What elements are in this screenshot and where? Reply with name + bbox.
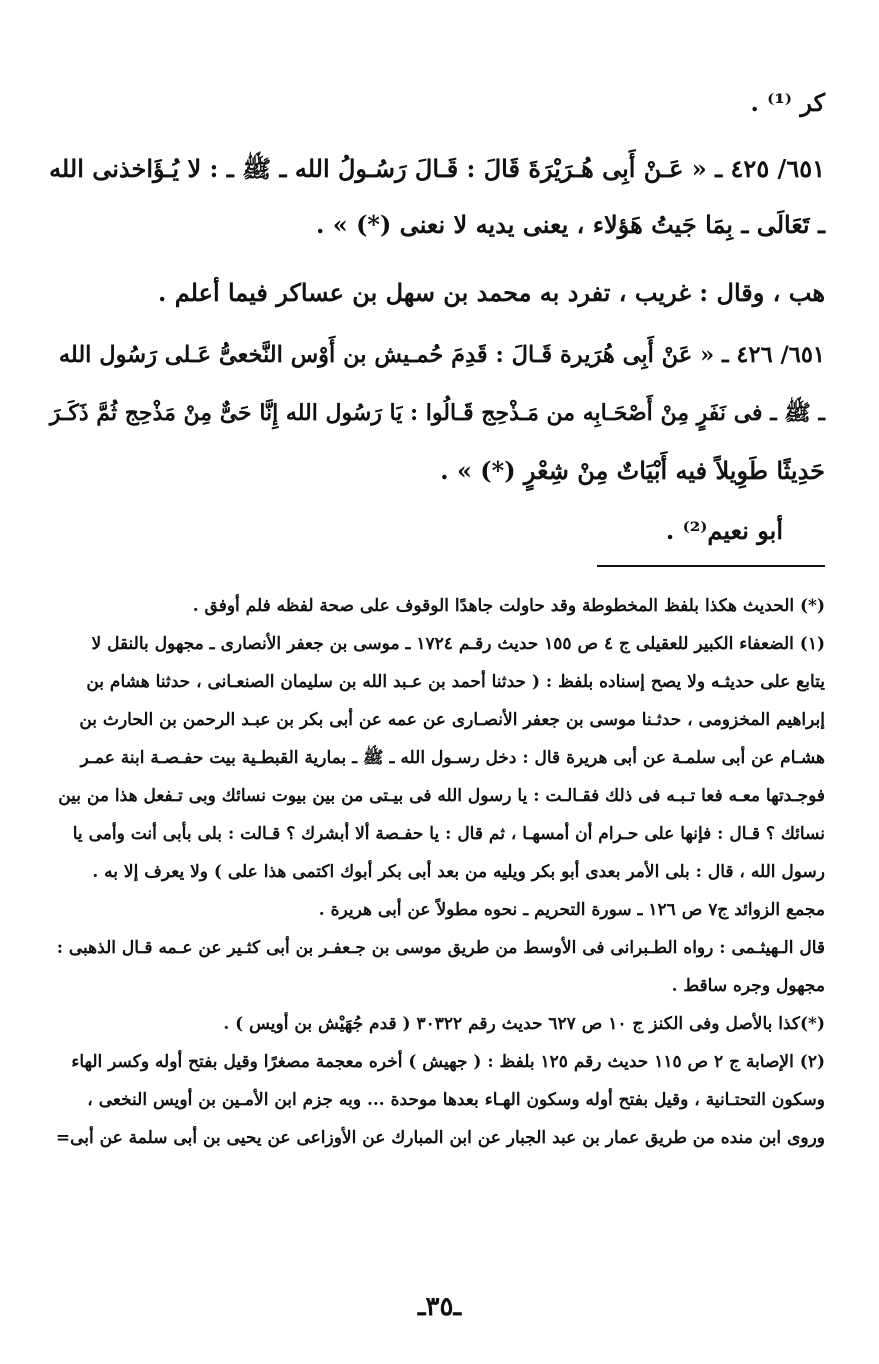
footnote-line-4: إبراهيم المخزومى ، حدثـنا موسى بن جعفر الأنصـارى عن عمه عن أبى بكر بن عبـد الرحمن بن الحارث بن: [79, 710, 825, 730]
footnote-line-6: فوجـدتها معـه فعا تـبـه فى ذلك فقـالـت : يا رسول الله فى بيـتى من بين بيوت نسائك وبى تـفعل هذا من بين: [58, 786, 825, 806]
footnote-line-7: نسائك ؟ قـال : فإنها على حـرام أن أمسهـا ، ثم قال : يا حفـصة ألا أبشرك ؟ قـالت : بلى بأبى أنت وأمى يا: [72, 824, 825, 844]
footnote-line-2: (١) الضعفاء الكبير للعقيلى ج ٤ ص ١٥٥ حديث رقـم ١٧٢٤ ـ موسى بن جعفر الأنصارى ـ مجهول بالنقل لا: [91, 634, 825, 654]
main-line-4: هب ، وقال : غريب ، تفرد به محمد بن سهل بن عساكر فيما أعلم .: [158, 278, 825, 307]
footnote-line-3: يتابع على حديثـه ولا يصح إسناده بلفظ : ( حدثنا أحمد بن عـبد الله بن سليمان الصنعـانى ، حدثنا هشام بن: [86, 672, 825, 692]
footnote-line-10: قال الـهيثـمى : رواه الطـبرانى فى الأوسط من طريق موسى بن جـعفـر بن أبى كثـير عن عـمه قـال الذهبى :: [56, 938, 825, 958]
footnote-line-9: مجمع الزوائد ج٧ ص ١٢٦ ـ سورة التحريم ـ نحوه مطولاً عن أبى هريرة .: [318, 900, 825, 920]
footnote-line-13: (٢) الإصابة ج ٢ ص ١١٥ حديث رقم ١٢٥ بلفظ : ( جهيش ) أخره معجمة مصغرًا وقيل بفتح أوله وكسر الهاء: [71, 1052, 825, 1072]
footnote-separator: [597, 565, 825, 567]
footnote-line-1: (*) الحديث هكذا بلفظ المخطوطة وقد حاولت جاهدًا الوقوف على صحة لفظه فلم أوفق .: [192, 596, 825, 616]
main-line-2: ٦٥١/ ٤٢٥ ـ « عَـنْ أَبِى هُـرَيْرَةَ قَالَ : قَـالَ رَسُـولُ الله ـ ﷺ ـ : لا يُـؤَاخذنى الله: [49, 154, 825, 183]
page-number: ـ٣٥ـ: [417, 1292, 462, 1322]
footnote-line-15: وروى ابن منده من طريق عمار بن عبد الجبار عن ابن المبارك عن الأوزاعى عن يحيى بن أبى سلمة عن أبى=: [55, 1128, 825, 1148]
main-line-5: ٦٥١/ ٤٢٦ ـ « عَنْ أَبِى هُرَيرة قَـالَ : قَدِمَ حُمـيش بن أَوْس النَّخعىُّ عَـلى رَسُول الله: [58, 342, 825, 368]
main-line-3: ـ تَعَالَى ـ بِمَا جَيتُ هَؤلاء ، يعنى يديه لا نعنى (*) » .: [316, 210, 825, 239]
main-line-1: كر ⁽¹⁾ .: [750, 88, 825, 117]
main-line-7: حَدِيثًا طَوِيلاً فيه أَبْيَاتٌ مِنْ شِعْرٍ (*) » .: [440, 456, 825, 485]
main-line-6: ـ ﷺ ـ فى نَفَرٍ مِنْ أَصْحَـابِه من مَـذْحِج قَـالُوا : يَا رَسُول الله إِنَّا حَىٌّ مِنْ مَذْحِج ثُمَّ ذَكَـرَ: [49, 400, 825, 426]
footnote-line-12: (*)كذا بالأصل وفى الكنز ج ١٠ ص ٦٢٧ حديث رقم ٣٠٣٢٢ ( قدم جُهَيْش بن أويس ) .: [223, 1014, 825, 1034]
main-line-8: أبو نعيم⁽²⁾ .: [665, 516, 783, 545]
footnote-line-11: مجهول وجره ساقط .: [671, 976, 825, 996]
footnote-line-8: رسول الله ، قال : بلى الأمر بعدى أبو بكر ويليه من بعد أبى بكر أبوك اكتمى هذا على ) ولا يعرف إلا به .: [92, 862, 825, 882]
footnote-line-14: وسكون التحتـانية ، وقيل بفتح أوله وسكون الهـاء بعدها موحدة ... وبه جزم ابن الأمـين بن أويس النخعى ،: [87, 1090, 825, 1110]
footnote-line-5: هشـام عن أبى سلمـة عن أبى هريرة قال : دخل رسـول الله ـ ﷺ ـ بمارية القبطـية بيت حفـصـة ابنة عمـر: [80, 748, 825, 768]
